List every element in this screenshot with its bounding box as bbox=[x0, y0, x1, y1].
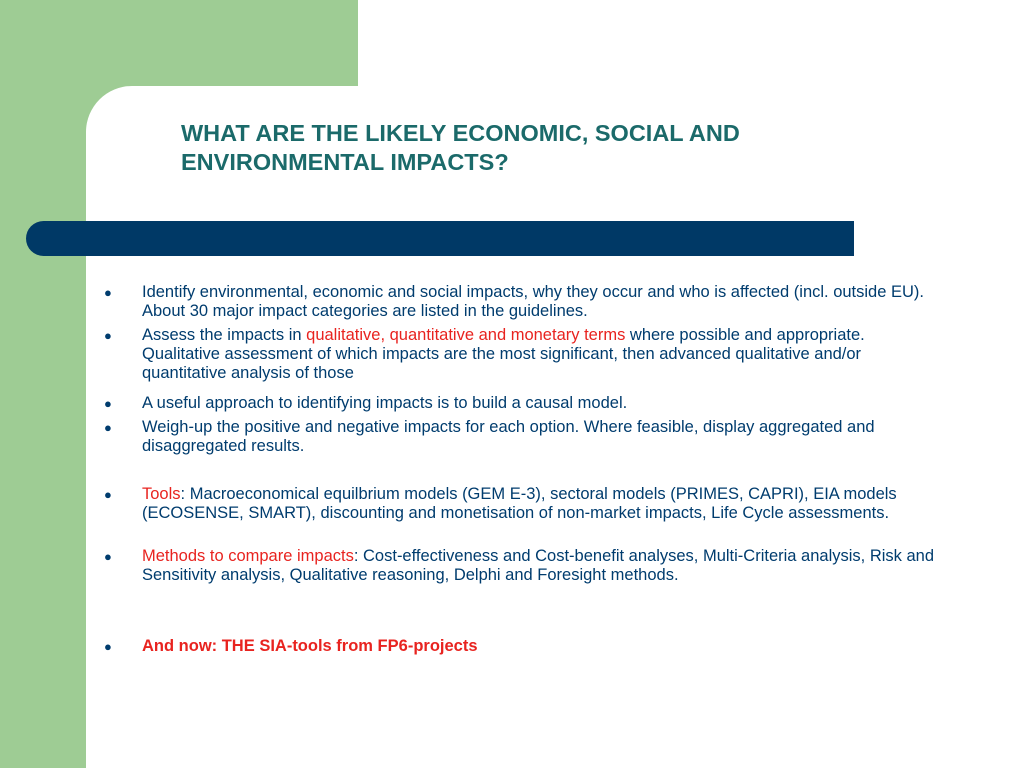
bullet-text-suffix: where possible and appropriate. Qualitative assessment of which impacts are the most significant, then advanced qualitative and/or quantitative analysis of those bbox=[142, 326, 865, 382]
bullet-text: Weigh-up the positive and negative impacts for each option. Where feasible, display aggregated and disaggregated results. bbox=[142, 418, 875, 455]
bullet-dot-icon: ● bbox=[104, 549, 112, 564]
list-item bbox=[104, 637, 942, 656]
bullet-dot-icon: ● bbox=[104, 285, 112, 300]
list-item bbox=[104, 418, 942, 456]
bullet-dot-icon: ● bbox=[104, 420, 112, 435]
list-item bbox=[104, 394, 942, 413]
bullet-dot-icon: ● bbox=[104, 487, 112, 502]
bullet-text-prefix: Assess the impacts in bbox=[142, 326, 307, 344]
bullet-dot-icon: ● bbox=[104, 639, 112, 654]
bullet-dot-icon: ● bbox=[104, 328, 112, 343]
bullet-highlight: qualitative, quantitative and monetary terms bbox=[306, 326, 626, 344]
list-item bbox=[104, 283, 942, 321]
slide-title-line-1: WHAT ARE THE LIKELY ECONOMIC, SOCIAL AND bbox=[181, 120, 740, 146]
title-divider-bar bbox=[26, 221, 854, 256]
bullet-text: A useful approach to identifying impacts is to build a causal model. bbox=[142, 394, 628, 412]
bullet-highlight: And now: THE SIA-tools from FP6-projects bbox=[142, 637, 478, 655]
bullet-highlight: Tools bbox=[142, 485, 181, 503]
list-item bbox=[104, 485, 942, 523]
list-item bbox=[104, 547, 942, 585]
slide-title bbox=[181, 119, 901, 177]
bullet-text-suffix: : Cost-effectiveness and Cost-benefit analyses, Multi-Criteria analysis, Risk and Sensitivity analysis, Qualitative reasoning, Delphi and Foresight methods. bbox=[142, 547, 935, 584]
bullet-text-suffix: : Macroeconomical equilbrium models (GEM E-3), sectoral models (PRIMES, CAPRI), EIA models (ECOSENSE, SMART), discounting and monetisation of non-market impacts, Life Cycle assessments. bbox=[142, 485, 897, 522]
slide-title-line-2: ENVIRONMENTAL IMPACTS? bbox=[181, 149, 509, 175]
bullet-highlight: Methods to compare impacts bbox=[142, 547, 354, 565]
list-item bbox=[104, 326, 942, 383]
bullet-dot-icon: ● bbox=[104, 396, 112, 411]
bullet-text: Identify environmental, economic and social impacts, why they occur and who is affected (incl. outside EU). About 30 major impact categories are listed in the guidelines. bbox=[142, 283, 924, 320]
